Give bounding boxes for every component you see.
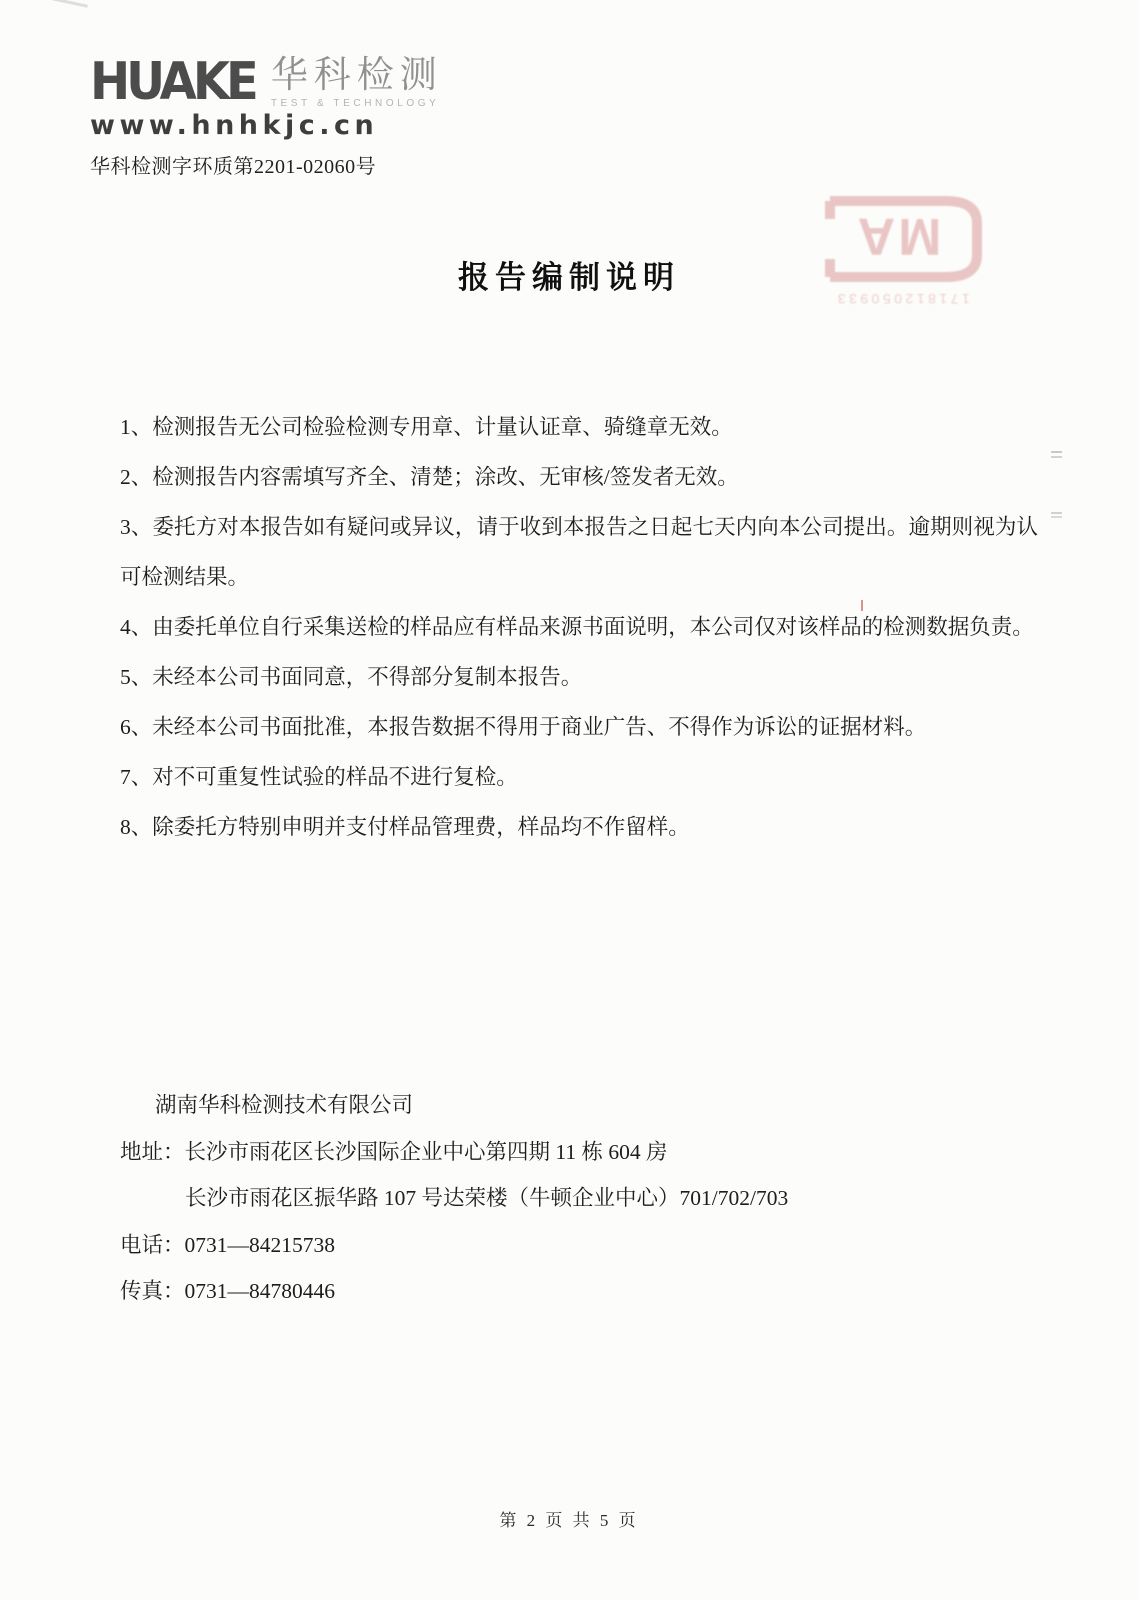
company-info	[120, 1082, 960, 1315]
phone-label: 电话：	[120, 1232, 185, 1257]
logo-tagline: TEST & TECHNOLOGY	[270, 97, 440, 109]
huake-logo-wordmark: HUAKE	[90, 51, 255, 113]
note-item-3: 3、委托方对本报告如有疑问或异议，请于收到本报告之日起七天内向本公司提出。逾期则视为认可检测结果。	[120, 515, 1038, 589]
fax-line	[120, 1268, 960, 1315]
page-title: 报告编制说明	[458, 260, 680, 296]
address-line-2	[120, 1175, 960, 1222]
note-item-4: 4、由委托单位自行采集送检的样品应有样品来源书面说明，本公司仅对该样品的检测数据负责。	[120, 615, 1034, 639]
fax-number: 0731—84780446	[184, 1279, 336, 1303]
note-item-6: 6、未经本公司书面批准，本报告数据不得用于商业广告、不得作为诉讼的证据材料。	[120, 715, 927, 739]
address-value-2: 长沙市雨花区振华路 107 号达荣楼（牛顿企业中心）701/702/703	[185, 1186, 789, 1210]
stamp-certificate-number: 171812050933	[834, 291, 970, 307]
page-number: 第 2 页 共 5 页	[499, 1511, 639, 1530]
scan-artifact-right-2	[1051, 512, 1062, 514]
notes-list	[120, 402, 1038, 852]
letterhead	[90, 51, 443, 179]
note-item-1: 1、检测报告无公司检验检测专用章、计量认证章、骑缝章无效。	[120, 415, 733, 439]
stamp-letters: MA	[854, 207, 942, 265]
fax-label: 传真：	[120, 1279, 185, 1303]
address-label: 地址：	[120, 1139, 185, 1164]
company-logo	[90, 51, 443, 113]
address-line-1	[120, 1129, 960, 1176]
company-name: 湖南华科检测技术有限公司	[155, 1093, 414, 1117]
phone-number: 0731—84215738	[184, 1232, 336, 1257]
report-registration-number: 华科检测字环质第2201-02060号	[90, 155, 377, 178]
note-item-7: 7、对不可重复性试验的样品不进行复检。	[120, 765, 518, 789]
address-value-1: 长沙市雨花区长沙国际企业中心第四期 11 栋 604 房	[184, 1139, 668, 1164]
website-url: www.hnhkjc.cn	[90, 109, 379, 141]
logo-chinese-name: 华科检测	[270, 54, 443, 95]
scan-artifact-right-1	[1051, 451, 1062, 453]
note-item-5: 5、未经本公司书面同意，不得部分复制本报告。	[120, 665, 583, 689]
note-item-2: 2、检测报告内容需填写齐全、清楚；涂改、无审核/签发者无效。	[120, 465, 739, 489]
note-item-8: 8、除委托方特别申明并支付样品管理费，样品均不作留样。	[120, 815, 690, 839]
scan-artifact-top	[52, 0, 88, 8]
page-footer	[0, 1506, 1138, 1531]
phone-line	[120, 1222, 960, 1269]
